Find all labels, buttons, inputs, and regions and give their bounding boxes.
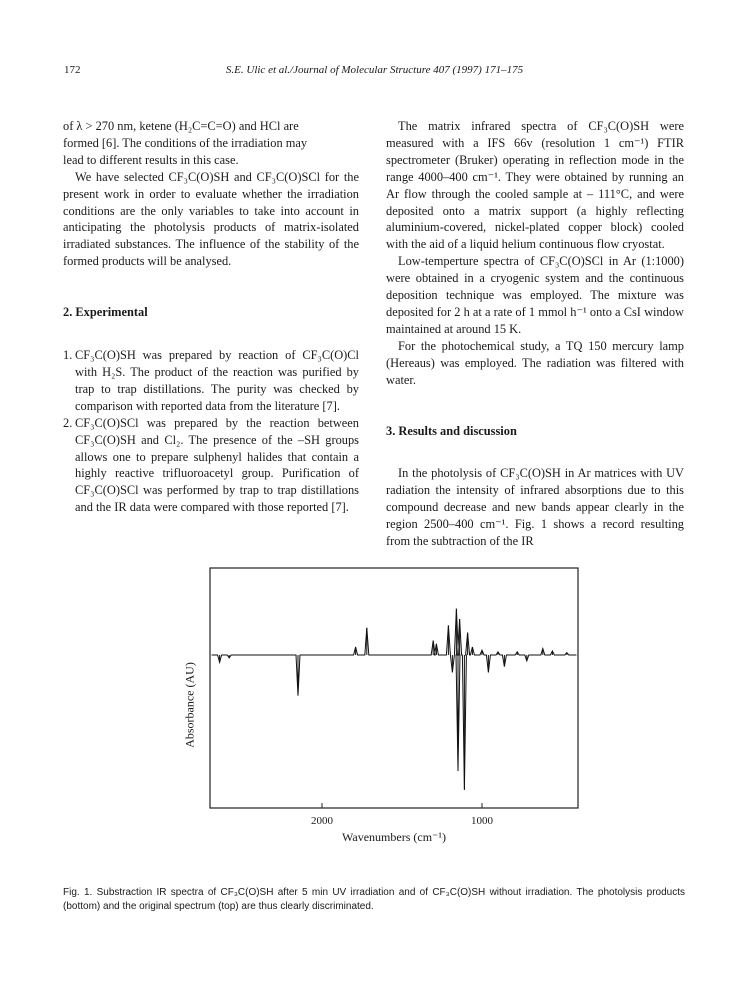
page-number: 172 [64,64,81,76]
running-head: S.E. Ulic et al./Journal of Molecular Structure 407 (1997) 171–175 [225,64,524,76]
plot-frame [210,568,578,808]
list-item-text: CF₃C(O)SH was prepared by reaction of CF₃C(O)Cl with H₂S. The product of the reaction was purified by trap to trap distillations. The purity was checked by comparison with reported data from the literature [7]. [75,348,359,413]
paragraph-continued [63,118,359,169]
spectrum-trace [212,609,577,790]
preparation-list [63,347,359,516]
text-line: formed [6]. The conditions of the irradiation may [63,135,308,150]
right-column [386,118,684,550]
section-heading-results: 3. Results and discussion [386,423,517,438]
figure-caption: Fig. 1. Substraction IR spectra of CF₃C(O)SH after 5 min UV irradiation and of CF₃C(O)SH without irradiation. The photolysis products (bottom) and the original spectrum (top) are thus clearly discriminated. [63,887,685,912]
y-axis-label: Absorbance (AU) [182,662,197,748]
paragraph: In the photolysis of CF₃C(O)SH in Ar matrices with UV radiation the intensity of infrared absorptions due to this compound decrease and new bands appear clearly in the region 2500–400 cm⁻¹. Fig. 1 shows a record resulting from the subtraction of the IR [386,466,684,549]
list-number: 1. [63,348,73,363]
x-tick-label: 2000 [311,815,333,827]
paragraph: The matrix infrared spectra of CF₃C(O)SH were measured with a IFS 66v (resolution 1 cm⁻¹) FTIR spectrometer (Bruker) operating in reflection mode in the range 4000–400 cm⁻¹. They were obtained by running an Ar flow through the cooled sample at – 111°C, and were deposited onto a matrix support (a highly reflecting aluminium-covered, nickel-plated copper block) cooled with the aid of a liquid helium continuous flow cryostat. [386,119,684,252]
list-number: 2. [63,415,73,430]
paragraph: We have selected CF₃C(O)SH and CF₃C(O)SCl for the present work in order to evaluate whether the irradiation conditions are the only variables to take into account in anticipating the photolysis products of matrix-isolated irradiated substances. The influence of the stability of the formed products will be analysed. [63,169,359,269]
x-tick-label: 1000 [471,815,493,827]
ir-spectrum-chart [170,565,590,875]
spectrum-peaks [212,609,577,790]
x-axis-ticks [311,803,494,827]
list-item-text: CF₃C(O)SCl was prepared by the reaction between CF₃C(O)SH and Cl₂. The presence of the –SH groups allows one to prepare sulphenyl halides that contain a highly reactive trifluoroacetyl group. Purification of CF₃C(O)SCl was performed by trap to trap distillations and the IR data were compared with those reported [7]. [75,415,359,515]
text-line: of λ > 270 nm, ketene (H₂C=C=O) and HCl are [63,119,299,133]
section-heading-experimental: 2. Experimental [63,305,148,320]
left-column [63,118,359,516]
paragraph: Low-temperture spectra of CF₃C(O)SCl in Ar (1:1000) were obtained in a cryogenic system and the continuous deposition technique was employed. The mixture was deposited for 2 h at a rate of 1 mmol h⁻¹ onto a CsI window maintained at around 15 K. [386,254,684,336]
list-item [63,415,359,516]
x-axis-label: Wavenumbers (cm⁻¹) [342,830,446,844]
y-axis-label-wrap [180,625,200,785]
list-item [63,347,359,415]
text-line: lead to different results in this case. [63,152,239,167]
paragraph: For the photochemical study, a TQ 150 mercury lamp (Hereaus) was employed. The radiation was filtered with water. [386,338,684,387]
